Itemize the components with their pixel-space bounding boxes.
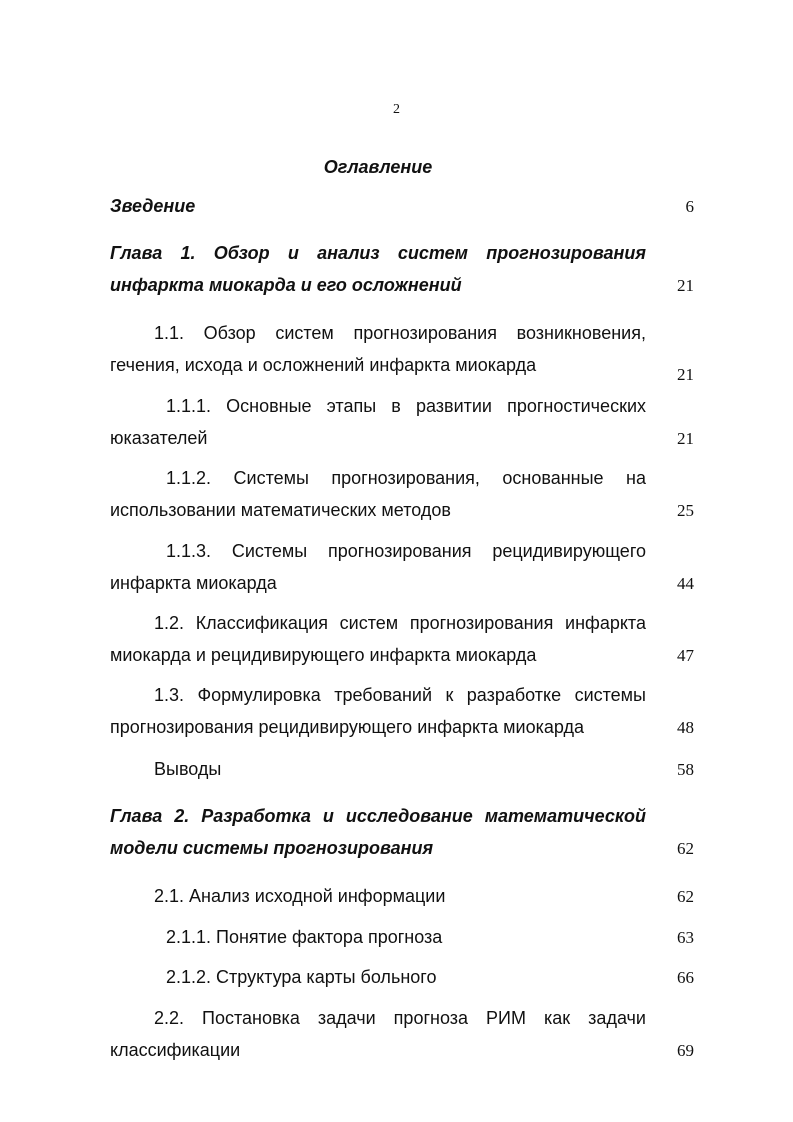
toc-entry-line: юказателей — [110, 428, 208, 448]
toc-entry-line: прогнозирования рецидивирующего инфаркта миокарда — [110, 717, 584, 737]
toc-entry-section-1-1 — [110, 317, 646, 381]
toc-page-number: 58 — [677, 760, 694, 779]
toc-page-number: 25 — [677, 501, 694, 520]
toc-entry-conclusions — [110, 753, 646, 785]
toc-entry-section-2-1-2 — [110, 961, 646, 993]
toc-entry-line: 2.1.2. Структура карты больного — [166, 967, 437, 987]
toc-entry-line: Зведение — [110, 196, 196, 216]
toc-entry-line: 2.2. Постановка задачи прогноза РИМ как задачи — [154, 1008, 646, 1028]
toc-entry-line: классификации — [110, 1040, 241, 1060]
toc-entry-section-1-2 — [110, 607, 646, 671]
toc-entry-line: 1.1.3. Системы прогнозирования рецидивирующего — [166, 541, 646, 561]
toc-page-number: 21 — [677, 365, 694, 384]
page-number: 2 — [393, 102, 400, 117]
toc-entry-line: модели системы прогнозирования — [110, 838, 434, 858]
toc-entry-line: инфаркта миокарда и его осложнений — [110, 275, 462, 295]
toc-entry-section-1-3 — [110, 679, 646, 743]
toc-page-number: 47 — [677, 646, 694, 665]
toc-page-number: 6 — [685, 197, 694, 216]
toc-entry-line: Выводы — [154, 759, 222, 779]
toc-page-number: 63 — [677, 928, 694, 947]
toc-page-number: 62 — [677, 839, 694, 858]
toc-entry-line: 1.1.1. Основные этапы в развитии прогностических — [166, 396, 646, 416]
toc-entry-line: миокарда и рецидивирующего инфаркта миокарда — [110, 645, 537, 665]
toc-entry-line: Глава 2. Разработка и исследование математической — [110, 806, 646, 826]
toc-page-number: 21 — [677, 276, 694, 295]
toc-entry-line: 1.3. Формулировка требований к разработке системы — [154, 685, 646, 705]
toc-entry-line: 2.1.1. Понятие фактора прогноза — [166, 927, 443, 947]
toc-entry-section-1-1-1 — [110, 390, 646, 454]
toc-entry-line: 1.1. Обзор систем прогнозирования возникновения, — [154, 323, 646, 343]
toc-page-number: 21 — [677, 429, 694, 448]
toc-entry-section-2-2 — [110, 1002, 646, 1066]
toc-entry-line: Глава 1. Обзор и анализ систем прогнозирования — [110, 243, 646, 263]
toc-page-number: 48 — [677, 718, 694, 737]
toc-entry-line: использовании математических методов — [110, 500, 451, 520]
toc-entry-line: 1.1.2. Системы прогнозирования, основанные на — [166, 468, 646, 488]
toc-entry-introduction — [110, 190, 646, 222]
toc-entry-line: 1.2. Классификация систем прогнозирования инфаркта — [154, 613, 646, 633]
toc-entry-section-1-1-2 — [110, 462, 646, 526]
toc-entry-chapter-1 — [110, 237, 646, 301]
toc-entry-line: 2.1. Анализ исходной информации — [154, 886, 446, 906]
toc-entry-line: инфаркта миокарда — [110, 573, 277, 593]
toc-page-number: 66 — [677, 968, 694, 987]
toc-heading: Оглавление — [323, 157, 433, 177]
toc-page-number: 62 — [677, 887, 694, 906]
toc-entry-section-1-1-3 — [110, 535, 646, 599]
toc-entry-section-2-1-1 — [110, 921, 646, 953]
toc-entry-section-2-1 — [110, 880, 646, 912]
toc-entry-chapter-2 — [110, 800, 646, 864]
toc-page-number: 69 — [677, 1041, 694, 1060]
toc-page-number: 44 — [677, 574, 694, 593]
toc-entry-line: гечения, исхода и осложнений инфаркта миокарда — [110, 355, 537, 375]
